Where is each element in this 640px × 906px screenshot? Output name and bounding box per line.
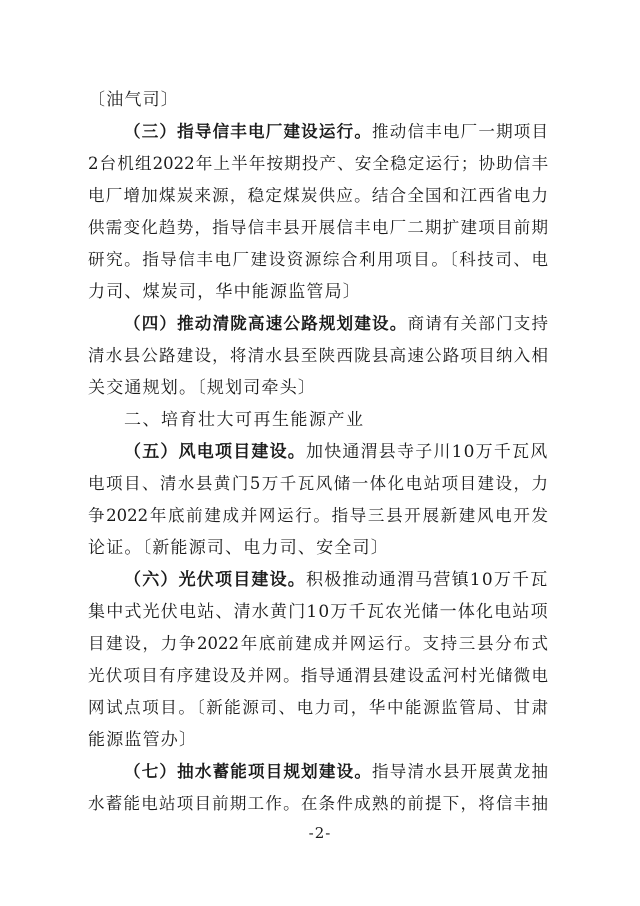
item-heading: （四）推动清陇高速公路规划建设。 (124, 314, 408, 333)
text-span: 能源监管办〕 (88, 730, 198, 750)
text-span: 光伏项目有序建设及并网。指导通渭县建设孟河村光储微电 (88, 666, 548, 685)
text-span: 电厂增加煤炭来源，稳定煤炭供应。结合全国和江西省电力 (88, 186, 548, 205)
paragraph-first-line (124, 120, 548, 144)
text-span: 指导清水县开展黄龙抽 (372, 762, 549, 781)
text-line (88, 216, 548, 240)
text-span: 加快通渭县寺子川10万千瓦风 (306, 442, 549, 462)
text-line (88, 792, 548, 816)
text-span: 争2022年底前建成并网运行。指导三县开展新建风电开发 (88, 506, 548, 525)
page-number: -2- (308, 824, 332, 842)
text-span: 目建设，力争2022年底前建成并网运行。支持三县分布式 (88, 634, 548, 653)
text-span: 清水县公路建设，将清水县至陕西陇县高速公路项目纳入相 (88, 346, 548, 365)
item-heading: （三）指导信丰电厂建设运行。 (124, 122, 373, 141)
text-line (88, 728, 548, 752)
paragraph-first-line (124, 568, 548, 592)
text-span: 供需变化趋势，指导信丰县开展信丰电厂二期扩建项目前期 (88, 218, 548, 237)
text-line (88, 696, 548, 720)
section-title-text: 二、培育壮大可再生能源产业 (124, 410, 365, 430)
text-line (88, 600, 548, 624)
text-line (88, 184, 548, 208)
text-span: 2台机组2022年上半年按期投产、安全稳定运行；协助信丰 (88, 154, 548, 173)
text-span: 关交通规划。〔规划司牵头〕 (88, 378, 317, 398)
text-span: 商请有关部门支持 (407, 314, 549, 333)
text-span: 力司、煤炭司，华中能源监管局〕 (88, 282, 361, 302)
text-line (88, 248, 548, 272)
text-line (88, 536, 548, 560)
text-span: 积极推动通渭马营镇10万千瓦 (306, 570, 549, 590)
item-heading: （六）光伏项目建设。 (124, 570, 306, 590)
text-span: 推动信丰电厂一期项目 (372, 122, 549, 141)
text-span: 研究。指导信丰电厂建设资源综合利用项目。〔科技司、电 (88, 250, 548, 269)
text-line (88, 664, 548, 688)
text-span: 网试点项目。〔新能源司、电力司，华中能源监管局、甘肃 (88, 698, 548, 717)
section-title (124, 408, 548, 432)
text-span: 水蓄能电站项目前期工作。在条件成熟的前提下，将信丰抽 (88, 794, 548, 813)
text-line (88, 88, 548, 112)
text-line (88, 376, 548, 400)
text-line (88, 344, 548, 368)
paragraph-first-line (124, 760, 548, 784)
item-heading: （七）抽水蓄能项目规划建设。 (124, 762, 373, 781)
text-line (88, 280, 548, 304)
text-span: 集中式光伏电站、清水黄门10万千瓦农光储一体化电站项 (88, 602, 549, 622)
text-span: 〔油气司〕 (88, 90, 179, 110)
text-line (88, 504, 548, 528)
text-line (88, 152, 548, 176)
text-line (88, 632, 548, 656)
text-line (88, 472, 548, 496)
paragraph-first-line (124, 312, 548, 336)
text-span: 论证。〔新能源司、电力司、安全司〕 (88, 538, 389, 558)
paragraph-first-line (124, 440, 548, 464)
item-heading: （五）风电项目建设。 (124, 442, 306, 462)
text-span: 电项目、清水县黄门5万千瓦风储一体化电站项目建设，力 (88, 474, 548, 493)
